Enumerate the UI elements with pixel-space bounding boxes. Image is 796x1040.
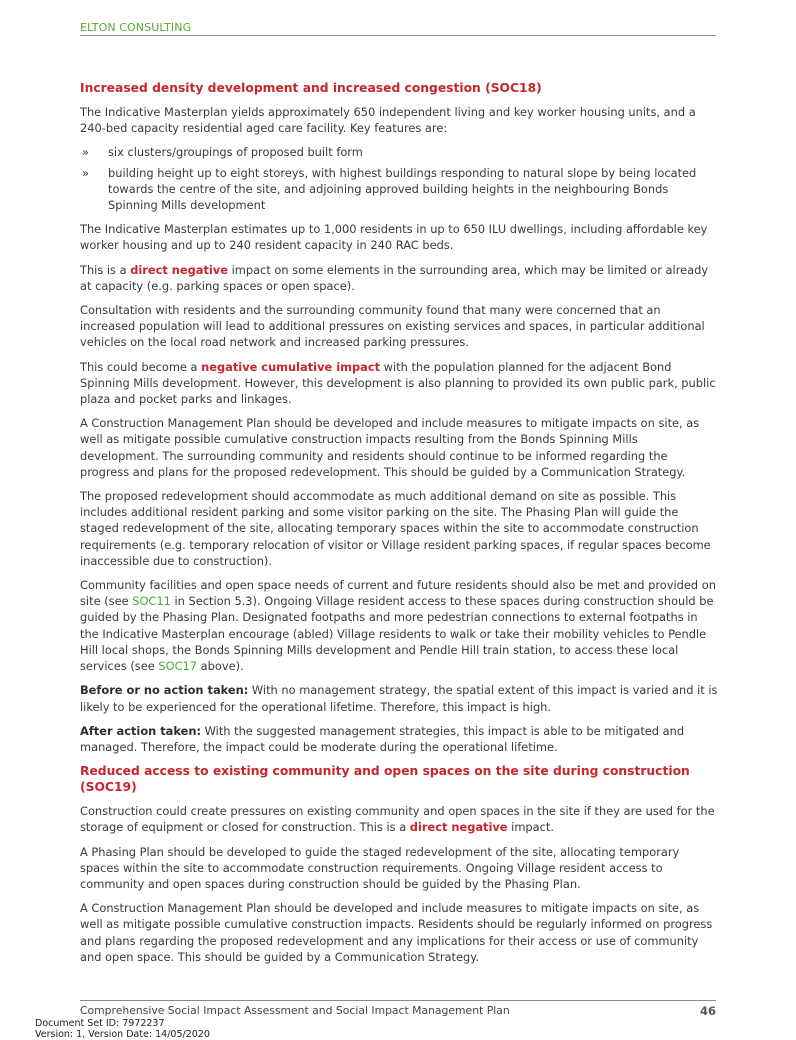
section-heading-soc19: Reduced access to existing community and open spaces on the site during construction (SOC19) (80, 764, 690, 795)
text: With the suggested management strategies, this impact is able to be mitigated and managed. Therefore, the impact could be moderate during the operational lifetime. (80, 723, 685, 754)
list-item (80, 165, 718, 214)
soc11-link[interactable]: SOC11 (132, 594, 171, 609)
before-action-label: Before or no action taken: (80, 683, 249, 698)
document-version: Version: 1, Version Date: 14/05/2020 (35, 1029, 210, 1040)
text: Community facilities and open space needs of current and future residents should also be met and provided on site (see (80, 578, 716, 609)
impact-highlight: negative cumulative impact (201, 359, 381, 374)
paragraph: The Indicative Masterplan estimates up to 1,000 residents in up to 650 ILU dwellings, including affordable key worker housing and up to 240 resident capacity in 240 RAC beds. (80, 222, 708, 253)
paragraph (80, 682, 718, 714)
text: Construction could create pressures on existing community and open spaces in the site if they are used for the storage of equipment or closed for construction. This is a (80, 804, 715, 835)
section-heading-soc18: Increased density development and increased congestion (SOC18) (80, 81, 542, 95)
page-content (80, 80, 718, 973)
page-header (80, 16, 716, 36)
paragraph: The proposed redevelopment should accommodate as much additional demand on site as possible. This includes additional resident parking and some visitor parking on the site. The Phasing Plan will guide the staged redevelopment of the site, allocating temporary spaces within the site to accommodate construction requirements (e.g. temporary relocation of visitor or Village resident parking spaces, if regular spaces become inaccessible due to construction). (80, 489, 711, 568)
paragraph: A Construction Management Plan should be developed and include measures to mitigate impacts on site, as well as mitigate possible cumulative construction impacts. Residents should be regularly informed on progress and plans regarding the proposed redevelopment and any implications for their access or use of community and open space. This should be guided by a Communication Strategy. (80, 901, 713, 964)
impact-highlight: direct negative (130, 262, 228, 277)
list-item (80, 144, 718, 160)
paragraph: The Indicative Masterplan yields approximately 650 independent living and key worker housing units, and a 240-bed capacity residential aged care facility. Key features are: (80, 105, 696, 136)
paragraph (80, 723, 718, 755)
text: with the population planned for the adjacent Bond Spinning Mills development. However, this development is also planning to provided its own public park, public plaza and pocket parks and linkages. (80, 359, 716, 407)
paragraph (80, 803, 718, 835)
text: above). (197, 659, 244, 674)
text: impact. (507, 820, 554, 835)
paragraph (80, 262, 718, 294)
impact-highlight: direct negative (409, 820, 508, 835)
page-footer (80, 1000, 716, 1017)
page-number: 46 (699, 1004, 716, 1018)
bullet-marker: » (82, 165, 89, 180)
list-item-text: six clusters/groupings of proposed built form (108, 145, 363, 160)
text: This is a (80, 262, 131, 277)
after-action-label: After action taken: (80, 723, 202, 738)
paragraph (80, 359, 718, 408)
bullet-marker: » (82, 145, 89, 160)
document-meta (35, 1018, 210, 1040)
paragraph: Consultation with residents and the surrounding community found that many were concerned that an increased population will lead to additional pressures on existing services and spaces, in particular additional vehicles on the local road network and increased parking pressures. (80, 303, 705, 350)
list-item-text: building height up to eight storeys, with highest buildings responding to natural slope by being located towards the centre of the site, and adjoining approved building heights in the neighbouring Bonds Spinning Mills development (108, 165, 697, 213)
soc17-link[interactable]: SOC17 (158, 659, 198, 674)
footer-title: Comprehensive Social Impact Assessment and Social Impact Management Plan (80, 1004, 510, 1017)
paragraph: A Phasing Plan should be developed to guide the staged redevelopment of the site, allocating temporary spaces within the site to accommodate construction requirements. Ongoing Village resident access to community and open spaces during construction should be guided by the Phasing Plan. (80, 844, 680, 891)
text: in Section 5.3). Ongoing Village resident access to these spaces during construction should be guided by the Phasing Plan. Designated footpaths and more pedestrian connections to external footpaths in the Indicative Masterplan encourage (abled) Village residents to walk or take their mobility vehicles to Pendle Hill local shops, the Bonds Spinning Mills development and Pendle Hill train station, to access these local services (see (80, 594, 714, 674)
text: impact on some elements in the surrounding area, which may be limited or already at capacity (e.g. parking spaces or open space). (80, 262, 709, 293)
text: This could become a (80, 359, 202, 374)
bullet-list (80, 144, 718, 213)
paragraph: A Construction Management Plan should be developed and include measures to mitigate impacts on site, as well as mitigate possible cumulative construction impacts resulting from the Bonds Spinning Mills development. The surrounding community and residents should continue to be informed regarding the progress and plans for the proposed redevelopment. This should be guided by a Communication Strategy. (80, 416, 700, 479)
document-set-id: Document Set ID: 7972237 (35, 1018, 165, 1029)
text: With no management strategy, the spatial extent of this impact is varied and it is likely to be experienced for the operational lifetime. Therefore, this impact is high. (80, 683, 718, 714)
header-brand: ELTON CONSULTING (80, 21, 192, 34)
paragraph (80, 577, 718, 674)
